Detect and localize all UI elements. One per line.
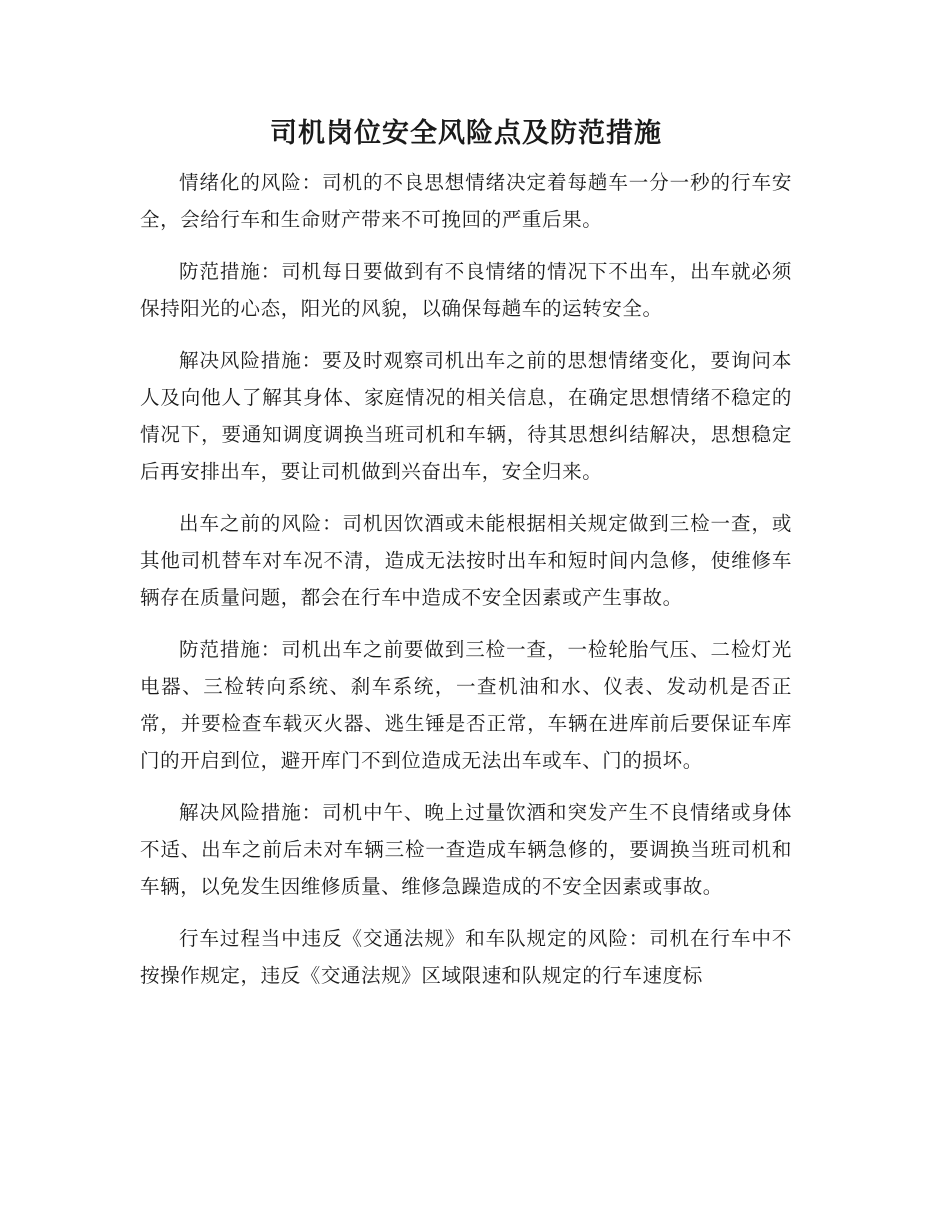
paragraph-predeparture-risk: 出车之前的风险：司机因饮酒或未能根据相关规定做到三检一查，或其他司机替车对车况不清，造成无法按时出车和短时间内急修，使维修车辆存在质量问题，都会在行车中造成不安全因素或产生事故。	[140, 512, 792, 609]
paragraph-emotional-solution: 解决风险措施：要及时观察司机出车之前的思想情绪变化，要询问本人及向他人了解其身体、家庭情况的相关信息，在确定思想情绪不稳定的情况下，要通知调度调换当班司机和车辆，待其思想纠结解决，思想稳定后再安排出车，要让司机做到兴奋出车，安全归来。	[140, 349, 792, 483]
document-page	[140, 112, 792, 1009]
paragraph-traffic-law-risk: 行车过程当中违反《交通法规》和车队规定的风险：司机在行车中不按操作规定，违反《交通法规》区域限速和队规定的行车速度标	[140, 927, 792, 987]
document-title: 司机岗位安全风险点及防范措施	[270, 118, 662, 149]
paragraph-emotional-prevention: 防范措施：司机每日要做到有不良情绪的情况下不出车，出车就必须保持阳光的心态，阳光的风貌，以确保每趟车的运转安全。	[140, 260, 792, 320]
paragraph-predeparture-prevention: 防范措施：司机出车之前要做到三检一查，一检轮胎气压、二检灯光电器、三检转向系统、刹车系统，一查机油和水、仪表、发动机是否正常，并要检查车载灭火器、逃生锤是否正常，车辆在进库前后要保证车库门的开启到位，避开库门不到位造成无法出车或车、门的损坏。	[140, 638, 792, 772]
paragraph-emotional-risk: 情绪化的风险：司机的不良思想情绪决定着每趟车一分一秒的行车安全，会给行车和生命财产带来不可挽回的严重后果。	[140, 171, 792, 231]
paragraph-predeparture-solution: 解决风险措施：司机中午、晚上过量饮酒和突发产生不良情绪或身体不适、出车之前后未对车辆三检一查造成车辆急修的，要调换当班司机和车辆，以免发生因维修质量、维修急躁造成的不安全因素或事故。	[140, 801, 792, 898]
